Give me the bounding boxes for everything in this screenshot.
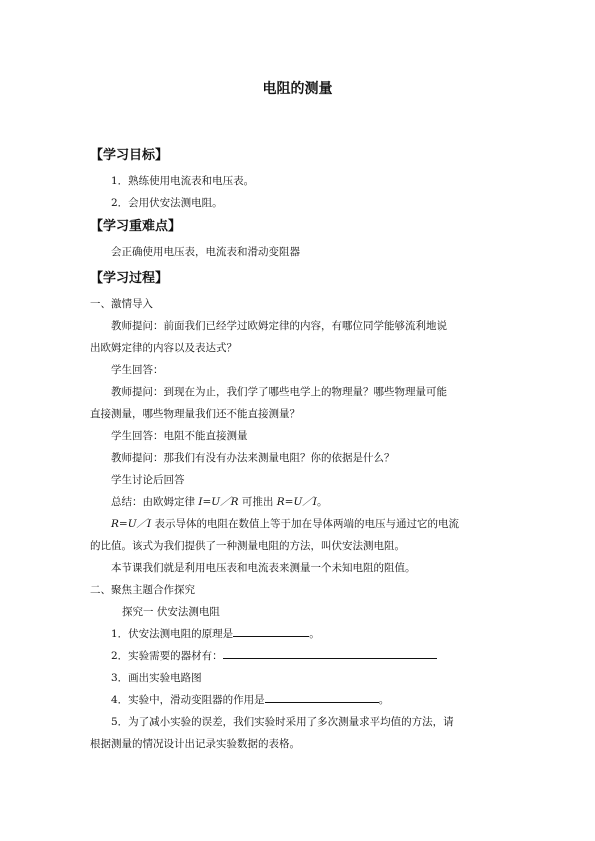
- paragraph-line: 根据测量的情况设计出记录实验数据的表格。: [90, 738, 300, 750]
- section-heading-goals: 【学习目标】: [90, 148, 169, 163]
- paragraph-line: 出欧姆定律的内容以及表达式？: [90, 342, 237, 354]
- paragraph-line: 教师提问：那我们有没有办法来测量电阻？你的依据是什么？: [111, 452, 395, 464]
- paragraph-line: 学生回答：: [111, 364, 164, 376]
- section-heading-key-points: 【学习重难点】: [90, 219, 182, 234]
- part-title: 一、激情导入: [90, 298, 153, 310]
- resistance-formula: R=U／I: [276, 496, 317, 508]
- goal-item: 1．熟练使用电流表和电压表。: [111, 175, 255, 187]
- summary-mid: 可推出: [238, 496, 277, 508]
- goal-item: 2．会用伏安法测电阻。: [111, 197, 223, 209]
- paragraph-line: 本节课我们就是利用电压表和电流表来测量一个未知电阻的阻值。: [111, 562, 416, 574]
- question-1: [90, 623, 510, 645]
- question-text: 1．伏安法测电阻的原理是: [111, 628, 234, 640]
- paragraph-line: [90, 513, 510, 535]
- question-4: [90, 689, 510, 711]
- fill-blank[interactable]: [233, 624, 309, 637]
- resistance-formula: R=U／I: [111, 518, 152, 530]
- question-end: 。: [309, 628, 320, 640]
- question-5: 5．为了减小实验的误差，我们实验时采用了多次测量求平均值的方法，请: [111, 716, 454, 728]
- ohm-formula: I=U／R: [198, 496, 239, 508]
- summary-line: [90, 491, 510, 513]
- paragraph-line: 学生讨论后回答: [111, 474, 185, 486]
- key-points-text: 会正确使用电压表，电流表和滑动变阻器: [111, 246, 300, 258]
- question-2: [90, 645, 510, 667]
- part-title: 二、聚焦主题合作探究: [90, 584, 195, 596]
- question-3: 3．画出实验电路图: [111, 672, 202, 684]
- document-body: [90, 146, 510, 755]
- paragraph-line: 教师提问：到现在为止，我们学了哪些电学上的物理量？哪些物理量可能: [111, 386, 447, 398]
- paragraph-line: 的比值。该式为我们提供了一种测量电阻的方法，叫伏安法测电阻。: [90, 540, 405, 552]
- question-text: 2．实验需要的器材有：: [111, 650, 223, 662]
- paragraph-line: 直接测量，哪些物理量我们还不能直接测量？: [90, 408, 300, 420]
- formula-explanation: 表示导体的电阻在数值上等于加在导体两端的电压与通过它的电流: [151, 518, 460, 530]
- document-title: 电阻的测量: [262, 81, 333, 97]
- question-text: 4．实验中，滑动变阻器的作用是: [111, 694, 265, 706]
- section-heading-process: 【学习过程】: [90, 271, 169, 286]
- paragraph-line: 教师提问：前面我们已经学过欧姆定律的内容，有哪位同学能够流利地说: [111, 320, 447, 332]
- fill-blank[interactable]: [223, 646, 437, 659]
- summary-end: 。: [316, 496, 328, 508]
- summary-prefix: 总结：由欧姆定律: [111, 496, 199, 508]
- paragraph-line: 学生回答：电阻不能直接测量: [111, 430, 248, 442]
- question-end: 。: [378, 694, 390, 706]
- fill-blank[interactable]: [265, 690, 379, 703]
- subsection-title: 探究一 伏安法测电阻: [122, 606, 220, 618]
